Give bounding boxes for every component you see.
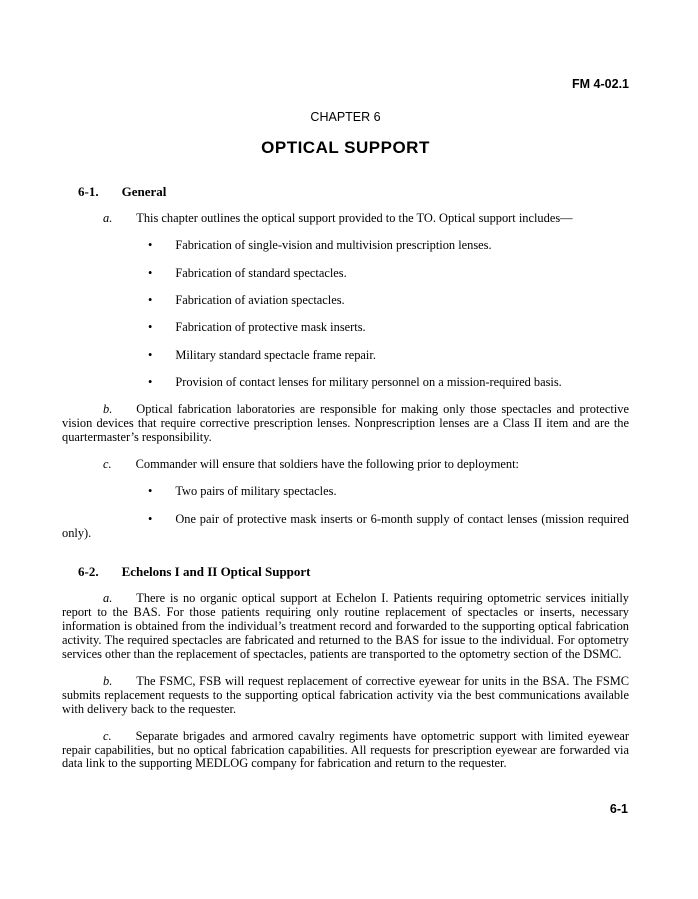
paragraph-label: b. bbox=[103, 402, 113, 417]
bullet-text: Military standard spectacle frame repair. bbox=[175, 347, 376, 362]
bullet-text: Fabrication of standard spectacles. bbox=[175, 265, 347, 280]
bullet-text: Fabrication of single-vision and multivision prescription lenses. bbox=[175, 238, 492, 253]
section-number: 6-2. bbox=[78, 564, 99, 580]
bullet-icon: • bbox=[148, 292, 153, 307]
list-item bbox=[62, 267, 629, 281]
paragraph-6-2-b bbox=[62, 675, 629, 717]
paragraph-label: c. bbox=[103, 456, 112, 471]
list-item bbox=[62, 294, 629, 308]
paragraph-label: a. bbox=[103, 210, 113, 225]
paragraph-label: b. bbox=[103, 673, 113, 688]
paragraph-6-2-c bbox=[62, 730, 629, 772]
paragraph-text: Optical fabrication laboratories are responsible for making only those spectacles and protective vision devices that require corrective prescription lenses. Nonprescription lenses are a Class II item and are the quartermaster’s responsibility. bbox=[62, 402, 629, 444]
paragraph-label: a. bbox=[103, 591, 113, 606]
bullet-text: Fabrication of aviation spectacles. bbox=[175, 292, 345, 307]
paragraph-text: Commander will ensure that soldiers have the following prior to deployment: bbox=[135, 456, 519, 471]
paragraph-6-1-c bbox=[62, 458, 629, 472]
bullet-text: Provision of contact lenses for military personnel on a mission-required basis. bbox=[175, 375, 562, 390]
list-item bbox=[62, 349, 629, 363]
section-number: 6-1. bbox=[78, 183, 99, 199]
chapter-title: OPTICAL SUPPORT bbox=[261, 137, 430, 157]
bullet-icon: • bbox=[148, 265, 153, 280]
chapter-label: CHAPTER 6 bbox=[310, 109, 381, 124]
bullet-icon: • bbox=[148, 484, 153, 499]
bullet-text: Fabrication of protective mask inserts. bbox=[175, 320, 366, 335]
list-item bbox=[62, 376, 629, 390]
section-title: General bbox=[121, 183, 167, 199]
bullet-icon: • bbox=[148, 511, 153, 526]
doc-reference: FM 4-02.1 bbox=[572, 77, 629, 91]
section-heading-6-2 bbox=[62, 565, 629, 579]
paragraph-6-1-b bbox=[62, 403, 629, 445]
list-item bbox=[62, 513, 629, 541]
section-heading-6-1 bbox=[62, 185, 629, 199]
section-title: Echelons I and II Optical Support bbox=[121, 564, 311, 580]
bullet-icon: • bbox=[148, 320, 153, 335]
list-item bbox=[62, 239, 629, 253]
bullet-icon: • bbox=[148, 238, 153, 253]
bullet-text: Two pairs of military spectacles. bbox=[175, 484, 337, 499]
list-item bbox=[62, 321, 629, 335]
bullet-text: One pair of protective mask inserts or 6-month supply of contact lenses (mission required only). bbox=[62, 511, 629, 540]
bullet-icon: • bbox=[148, 347, 153, 362]
paragraph-label: c. bbox=[103, 728, 112, 743]
bullet-icon: • bbox=[148, 375, 153, 390]
paragraph-6-1-a bbox=[62, 212, 629, 226]
paragraph-text: The FSMC, FSB will request replacement of corrective eyewear for units in the BSA. The FSMC submits replacement requests to the supporting optical fabrication activity via the best communications available with delivery back to the requester. bbox=[62, 673, 629, 716]
paragraph-text: There is no organic optical support at Echelon I. Patients requiring optometric services initially report to the BAS. For those patients requiring only routine replacement of spectacles or inserts, necessary information is obtained from the individual’s treatment record and forwarded to the supporting optical fabrication activity. The required spectacles are fabricated and returned to the BAS for issue to the individual. For optometry services other than the replacement of spectacles, patients are transported to the optometry section of the DSMC. bbox=[62, 591, 629, 662]
paragraph-6-2-a bbox=[62, 592, 629, 662]
paragraph-text: Separate brigades and armored cavalry regiments have optometric support with limited eyewear repair capabilities, but no optical fabrication capabilities. All requests for prescription eyewear are forwarded via data link to the supporting MEDLOG company for fabrication and return to the requester. bbox=[62, 728, 629, 771]
page-number: 6-1 bbox=[609, 802, 628, 816]
paragraph-text: This chapter outlines the optical support provided to the TO. Optical support includes— bbox=[136, 210, 573, 225]
list-item bbox=[62, 485, 629, 499]
